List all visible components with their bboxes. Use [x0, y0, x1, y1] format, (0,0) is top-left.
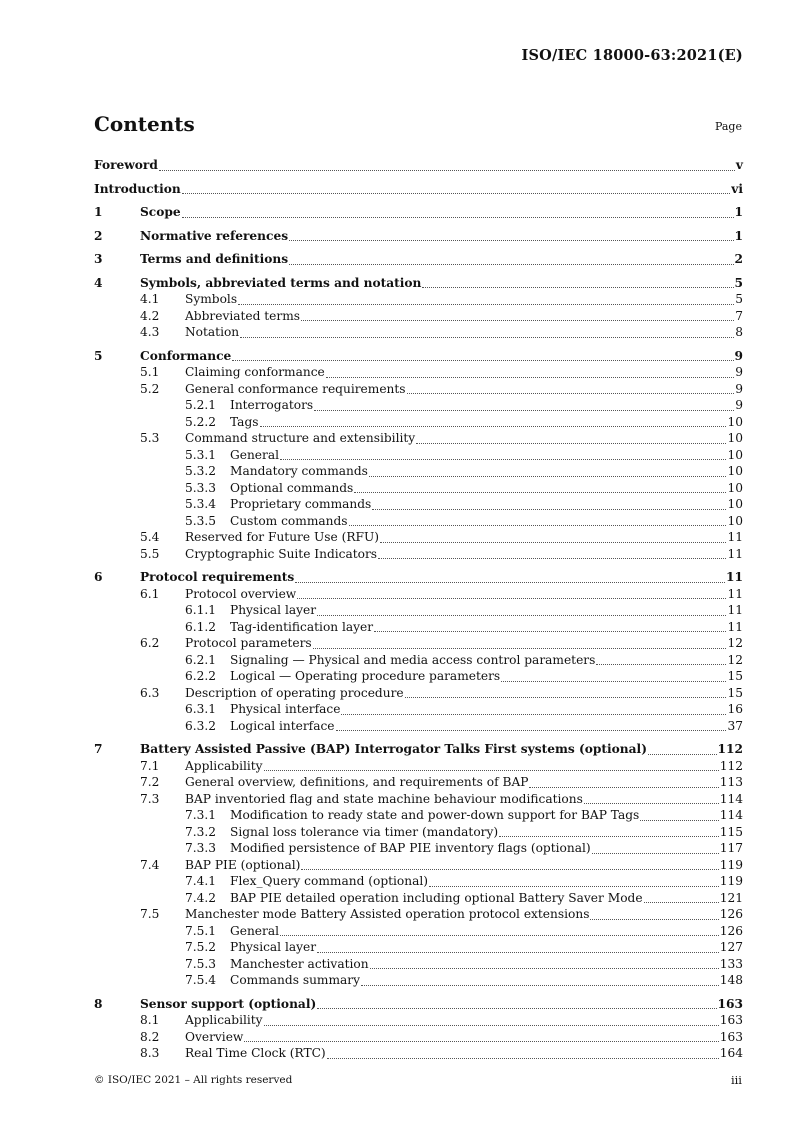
toc-entry-page: 112 — [719, 758, 743, 773]
toc-entry-title: Protocol requirements — [140, 570, 295, 584]
toc-entry-title: Optional commands — [230, 480, 354, 495]
toc-entry[interactable] — [94, 791, 743, 808]
toc-entry[interactable] — [94, 807, 743, 824]
toc-entry-number: 5.3.1 — [185, 447, 217, 462]
toc-entry-title: Flex_Query command (optional) — [230, 874, 429, 888]
toc-entry-page: 1 — [734, 205, 743, 219]
toc-entry-title: General — [230, 923, 279, 938]
toc-entry-page: 121 — [719, 890, 743, 905]
document-id-header: ISO/IEC 18000-63:2021(E) — [521, 47, 743, 64]
toc-entry-number: 8.2 — [140, 1029, 160, 1044]
dot-leader — [349, 525, 727, 526]
toc-entry-page: 12 — [727, 636, 743, 650]
dot-leader — [416, 443, 726, 444]
toc-entry-number: 3 — [94, 252, 103, 266]
dot-leader — [317, 615, 726, 616]
toc-entry-page: 126 — [719, 907, 743, 921]
dot-leader — [354, 492, 726, 493]
toc-entry-title: Tags — [230, 414, 259, 429]
dot-leader — [182, 217, 734, 218]
toc-entry-number: 7.2 — [140, 775, 160, 789]
toc-entry-number: 6.3.1 — [185, 702, 217, 716]
toc-entry-title: BAP PIE (optional) — [185, 857, 301, 872]
toc-entry[interactable] — [94, 569, 743, 586]
toc-entry[interactable] — [94, 275, 743, 292]
dot-leader — [314, 410, 734, 411]
toc-entry-page: 10 — [727, 464, 743, 478]
dot-leader — [313, 648, 727, 649]
toc-entry-number: 5.3 — [140, 431, 160, 445]
toc-entry[interactable] — [94, 758, 743, 775]
dot-leader — [297, 598, 726, 599]
toc-entry-number: 1 — [94, 205, 103, 219]
toc-entry-page: 133 — [719, 956, 743, 971]
toc-entry-number: 6.2 — [140, 636, 160, 650]
toc-entry[interactable] — [94, 774, 743, 791]
toc-entry[interactable] — [94, 324, 743, 341]
dot-leader — [499, 836, 719, 837]
toc-entry-title: Protocol overview — [185, 586, 297, 601]
toc-entry-title: Scope — [140, 205, 181, 219]
toc-entry[interactable] — [94, 157, 743, 174]
toc-entry[interactable] — [94, 840, 743, 857]
toc-entry-title: Sensor support (optional) — [140, 996, 317, 1011]
toc-entry-title: Commands summary — [230, 973, 361, 987]
toc-entry-title: Tag-identification layer — [230, 619, 374, 634]
toc-entry-number: 7.4.1 — [185, 874, 217, 888]
toc-entry-page: 126 — [719, 923, 743, 938]
toc-entry[interactable] — [94, 364, 743, 381]
dot-leader — [422, 287, 733, 288]
toc-entry-page: 114 — [719, 791, 743, 806]
toc-entry-title: Battery Assisted Passive (BAP) Interrogator Talks First systems (optional) — [140, 742, 647, 756]
toc-entry-page: 7 — [735, 308, 743, 323]
dot-leader — [289, 240, 733, 241]
toc-entry-number: 6.3 — [140, 685, 160, 700]
toc-entry-number: 7.3 — [140, 791, 160, 806]
dot-leader — [378, 558, 726, 559]
dot-leader — [295, 582, 725, 583]
toc-entry[interactable] — [94, 308, 743, 325]
toc-entry[interactable] — [94, 496, 743, 513]
dot-leader — [317, 1008, 716, 1009]
toc-entry-number: 6 — [94, 570, 103, 584]
toc-entry-page: 12 — [727, 652, 743, 667]
toc-entry-page: 163 — [719, 1029, 743, 1044]
dot-leader — [301, 320, 734, 321]
toc-entry[interactable] — [94, 447, 743, 464]
toc-entry-number: 7.1 — [140, 758, 160, 773]
toc-entry-title: BAP PIE detailed operation including optional Battery Saver Mode — [230, 890, 643, 905]
toc-entry-title: Physical interface — [230, 702, 341, 716]
toc-entry-title: Command structure and extensibility — [185, 431, 416, 445]
dot-leader — [341, 714, 726, 715]
toc-entry-page: 11 — [727, 586, 743, 601]
toc-entry-title: Protocol parameters — [185, 636, 312, 650]
toc-entry-page: v — [735, 158, 743, 172]
dot-leader — [232, 360, 733, 361]
toc-entry-title: Description of operating procedure — [185, 685, 404, 700]
page-column-label: Page — [714, 120, 742, 133]
dot-leader — [640, 820, 718, 821]
toc-entry-number: 2 — [94, 228, 103, 243]
toc-entry[interactable] — [94, 701, 743, 718]
toc-entry[interactable] — [94, 956, 743, 973]
toc-entry-page: 117 — [719, 841, 743, 855]
toc-entry-title: Claiming conformance — [185, 365, 325, 379]
toc-entry-page: 112 — [717, 742, 743, 756]
toc-entry-title: Physical layer — [230, 940, 317, 954]
toc-entry-number: 5.2 — [140, 381, 160, 396]
toc-entry[interactable] — [94, 1045, 743, 1062]
toc-entry[interactable] — [94, 857, 743, 874]
toc-entry[interactable] — [94, 619, 743, 636]
dot-leader — [405, 697, 727, 698]
toc-entry[interactable] — [94, 996, 743, 1013]
toc-entry-page: 11 — [727, 530, 743, 544]
toc-entry[interactable] — [94, 685, 743, 702]
toc-entry-number: 5.3.4 — [185, 497, 217, 511]
toc-entry-number: 7.5.1 — [185, 923, 217, 938]
toc-entry-number: 5.5 — [140, 546, 160, 561]
toc-entry[interactable] — [94, 181, 743, 198]
toc-entry-number: 5.2.2 — [185, 414, 217, 429]
dot-leader — [336, 730, 727, 731]
toc-entry-number: 5.4 — [140, 530, 160, 544]
toc-entry-title: Manchester mode Battery Assisted operation protocol extensions — [185, 907, 590, 921]
copyright-footer: © ISO/IEC 2021 – All rights reserved — [94, 1074, 293, 1086]
toc-entry-number: 5.2.1 — [185, 398, 217, 412]
toc-entry-title: Symbols, abbreviated terms and notation — [140, 275, 422, 290]
toc-entry-number: 6.2.2 — [185, 669, 217, 683]
toc-entry[interactable] — [94, 718, 743, 735]
toc-entry-page: 37 — [727, 718, 743, 733]
toc-entry-number: 8.3 — [140, 1046, 160, 1060]
toc-entry-number: 8 — [94, 996, 103, 1011]
toc-entry-page: 15 — [727, 669, 743, 683]
toc-entry-title: Normative references — [140, 228, 289, 243]
toc-entry-title: Terms and definitions — [140, 252, 289, 266]
toc-entry-title: Signal loss tolerance via timer (mandatory) — [230, 824, 499, 839]
toc-entry-page: 115 — [719, 824, 743, 839]
toc-entry-title: Applicability — [185, 758, 263, 773]
dot-leader — [260, 426, 727, 427]
toc-entry-page: 9 — [734, 348, 743, 363]
dot-leader — [372, 509, 726, 510]
dot-leader — [592, 853, 719, 854]
toc-entry-title: Manchester activation — [230, 956, 369, 971]
toc-entry-number: 7.5.4 — [185, 973, 217, 987]
toc-entry-number: 5.3.5 — [185, 513, 217, 528]
toc-entry-number: 7.3.1 — [185, 808, 217, 822]
toc-entry-title: General overview, definitions, and requirements of BAP — [185, 775, 529, 789]
contents-title: Contents — [94, 112, 195, 136]
toc-entry-page: 1 — [734, 228, 743, 243]
toc-entry-number: 7.4.2 — [185, 890, 217, 905]
toc-entry-page: 9 — [735, 365, 743, 379]
toc-entry[interactable] — [94, 397, 743, 414]
dot-leader — [429, 886, 719, 887]
dot-leader — [326, 377, 734, 378]
toc-entry-page: 119 — [719, 857, 743, 872]
dot-leader — [584, 803, 719, 804]
dot-leader — [529, 787, 718, 788]
toc-entry[interactable] — [94, 923, 743, 940]
toc-entry-number: 5 — [94, 348, 103, 363]
toc-entry[interactable] — [94, 586, 743, 603]
toc-entry-page: 148 — [719, 973, 743, 987]
toc-entry-page: 164 — [719, 1046, 743, 1060]
toc-entry[interactable] — [94, 430, 743, 447]
toc-entry-title: Modification to ready state and power-down support for BAP Tags — [230, 808, 640, 822]
toc-entry[interactable] — [94, 635, 743, 652]
toc-entry-page: 11 — [727, 619, 743, 634]
toc-entry[interactable] — [94, 546, 743, 563]
toc-entry-page: vi — [731, 181, 743, 196]
dot-leader — [317, 952, 719, 953]
toc-entry-number: 7.3.3 — [185, 841, 217, 855]
dot-leader — [648, 754, 717, 755]
toc-entry-title: Custom commands — [230, 513, 348, 528]
dot-leader — [407, 393, 735, 394]
dot-leader — [244, 1041, 718, 1042]
toc-entry-title: Abbreviated terms — [185, 308, 301, 323]
toc-entry-title: Interrogators — [230, 398, 314, 412]
dot-leader — [280, 459, 726, 460]
toc-entry-page: 163 — [719, 1013, 743, 1027]
toc-entry-page: 10 — [727, 431, 743, 445]
toc-entry-page: 15 — [727, 685, 743, 700]
toc-entry[interactable] — [94, 348, 743, 365]
toc-entry-title: Proprietary commands — [230, 497, 372, 511]
toc-entry-page: 11 — [727, 546, 743, 561]
toc-entry-page: 11 — [727, 603, 743, 617]
toc-entry-title: Overview — [185, 1029, 244, 1044]
toc-entry-title: Symbols — [185, 292, 238, 306]
dot-leader — [264, 1025, 719, 1026]
toc-entry-number: 6.1 — [140, 586, 160, 601]
toc-entry-page: 10 — [727, 513, 743, 528]
dot-leader — [361, 985, 719, 986]
toc-entry-number: 6.3.2 — [185, 718, 217, 733]
toc-entry-page: 16 — [727, 702, 743, 716]
page-number: iii — [730, 1073, 742, 1087]
toc-entry[interactable] — [94, 204, 743, 221]
toc-entry[interactable] — [94, 824, 743, 841]
toc-entry-number: 4.1 — [140, 292, 160, 306]
toc-entry-title: General — [230, 447, 279, 462]
dot-leader — [590, 919, 718, 920]
toc-entry-number: 5.1 — [140, 365, 160, 379]
toc-entry-title: Modified persistence of BAP PIE inventory flags (optional) — [230, 841, 591, 855]
toc-entry-number: 7.5 — [140, 907, 160, 921]
toc-entry[interactable] — [94, 291, 743, 308]
toc-entry-title: Applicability — [185, 1013, 263, 1027]
dot-leader — [380, 542, 726, 543]
toc-entry[interactable] — [94, 906, 743, 923]
toc-entry-title: Physical layer — [230, 603, 317, 617]
toc-entry-title: General conformance requirements — [185, 381, 406, 396]
dot-leader — [280, 935, 719, 936]
dot-leader — [369, 476, 727, 477]
toc-entry[interactable] — [94, 741, 743, 758]
toc-entry-number: 7 — [94, 742, 103, 756]
toc-entry[interactable] — [94, 529, 743, 546]
toc-entry-number: 5.3.2 — [185, 464, 217, 478]
toc-entry-number: 7.4 — [140, 857, 160, 872]
toc-entry[interactable] — [94, 602, 743, 619]
toc-entry[interactable] — [94, 414, 743, 431]
toc-entry[interactable] — [94, 1029, 743, 1046]
toc-entry[interactable] — [94, 939, 743, 956]
toc-entry[interactable] — [94, 972, 743, 989]
toc-entry-page: 8 — [735, 325, 743, 339]
toc-entry-page: 163 — [717, 996, 743, 1011]
toc-entry-number: 5.3.3 — [185, 480, 217, 495]
dot-leader — [370, 968, 719, 969]
toc-entry[interactable] — [94, 1012, 743, 1029]
toc-entry-page: 10 — [727, 497, 743, 511]
toc-entry-title: Cryptographic Suite Indicators — [185, 546, 378, 561]
toc-entry-page: 10 — [727, 480, 743, 495]
dot-leader — [301, 869, 718, 870]
toc-entry-page: 119 — [719, 874, 743, 888]
toc-entry-page: 127 — [719, 940, 743, 954]
toc-entry-page: 10 — [727, 414, 743, 429]
toc-entry-title: Conformance — [140, 348, 232, 363]
toc-entry-title: Foreword — [94, 158, 158, 172]
dot-leader — [327, 1058, 719, 1059]
toc-entry[interactable] — [94, 652, 743, 669]
toc-entry[interactable] — [94, 463, 743, 480]
dot-leader — [264, 770, 719, 771]
toc-entry[interactable] — [94, 890, 743, 907]
toc-entry-page: 5 — [734, 275, 743, 290]
dot-leader — [501, 681, 726, 682]
dot-leader — [644, 902, 719, 903]
toc-entry-title: Introduction — [94, 181, 181, 196]
toc-entry[interactable] — [94, 480, 743, 497]
toc-entry-number: 7.3.2 — [185, 824, 217, 839]
toc-entry[interactable] — [94, 513, 743, 530]
toc-entry[interactable] — [94, 228, 743, 245]
toc-entry-number: 4.3 — [140, 325, 160, 339]
toc-entry[interactable] — [94, 381, 743, 398]
toc-entry-page: 9 — [735, 398, 743, 412]
toc-entry-page: 9 — [735, 381, 743, 396]
dot-leader — [596, 664, 726, 665]
dot-leader — [374, 631, 726, 632]
toc-entry-title: Mandatory commands — [230, 464, 368, 478]
dot-leader — [289, 264, 733, 265]
toc-entry-title: Signaling — Physical and media access control parameters — [230, 652, 596, 667]
toc-entry-number: 8.1 — [140, 1013, 160, 1027]
table-of-contents — [94, 157, 743, 1062]
toc-entry-number: 6.1.1 — [185, 603, 217, 617]
toc-entry-number: 7.5.3 — [185, 956, 217, 971]
toc-entry-title: Logical — Operating procedure parameters — [230, 669, 501, 683]
toc-entry-page: 113 — [719, 775, 743, 789]
toc-entry-number: 7.5.2 — [185, 940, 217, 954]
toc-entry-page: 10 — [727, 447, 743, 462]
toc-entry-title: Logical interface — [230, 718, 335, 733]
toc-entry-number: 6.1.2 — [185, 619, 217, 634]
toc-entry-title: Reserved for Future Use (RFU) — [185, 530, 379, 544]
toc-entry-page: 11 — [726, 570, 743, 584]
toc-entry-page: 114 — [719, 808, 743, 822]
toc-entry-title: Notation — [185, 325, 240, 339]
dot-leader — [159, 170, 735, 171]
dot-leader — [182, 193, 730, 194]
toc-entry-title: Real Time Clock (RTC) — [185, 1046, 326, 1060]
toc-entry[interactable] — [94, 668, 743, 685]
toc-entry[interactable] — [94, 873, 743, 890]
dot-leader — [238, 304, 734, 305]
toc-entry[interactable] — [94, 251, 743, 268]
toc-entry-number: 6.2.1 — [185, 652, 217, 667]
toc-entry-title: BAP inventoried flag and state machine behaviour modifications — [185, 791, 583, 806]
toc-entry-page: 2 — [734, 252, 743, 266]
dot-leader — [240, 337, 734, 338]
toc-entry-number: 4.2 — [140, 308, 160, 323]
toc-entry-number: 4 — [94, 275, 103, 290]
toc-entry-page: 5 — [735, 292, 743, 306]
